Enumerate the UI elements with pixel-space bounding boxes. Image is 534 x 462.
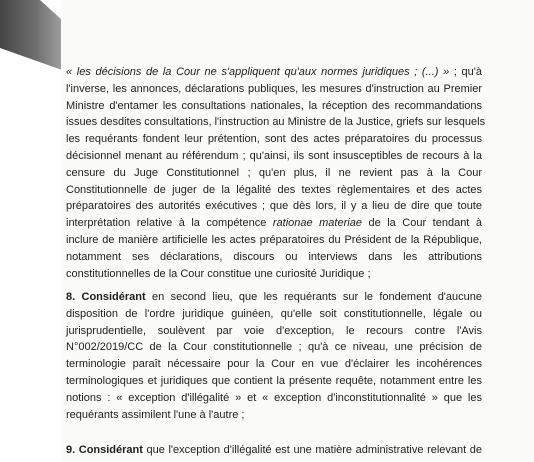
paragraph-number: 8. Considérant [66,291,146,303]
text-run: notamment ses déclarations, discours ou interviews dans les attributions [66,250,482,263]
text-run: de la Cour tendant à [361,217,482,230]
text-line [66,249,482,266]
text-line [66,182,482,199]
text-run: les requérants fondent leur prétention, sont des actes préparatoires du processus [66,133,482,146]
text-run: Constitutionnelle de juger de la légalité des textes règlementaires et des actes [66,183,482,196]
text-line [66,356,482,373]
text-run: ; qu'à [449,66,483,78]
text-run: terminologiques et juridiques que contient la présente requête, notamment entre les [66,374,482,387]
text-line [66,306,482,323]
text-line [66,266,482,283]
text-line [66,442,482,459]
text-run: que l'exception d'illégalité est une matière administrative relevant de [142,444,483,456]
text-run: constitutionnelles de la Cour constitue une curiosité Juridique ; [66,267,371,280]
paragraph-7-continuation [66,64,486,282]
text-line [66,390,482,407]
text-run: rationae materiae [272,217,362,230]
text-line [66,289,482,306]
text-run: l'inverse, les annonces, déclarations publiques, les mesures d'instruction au Premier [66,82,482,95]
text-run: issues desdites consultations, l'instruction au Ministre de la Justice, griefs sur lesquels [66,116,486,129]
text-line [66,373,482,390]
text-line [66,165,482,182]
text-run: inclure de manière artificielle les actes préparatoires du Président de la République, [66,233,482,246]
text-run: en second lieu, que les requérants sur le fondement d'aucune [145,291,482,303]
text-run: jurisprudentielle, soulèvent par voie d'exception, le recours contre l'Avis [66,324,482,337]
text-run: censure du Juge Constitutionnel ; qu'en plus, il ne revient pas à la Cour [66,166,482,179]
text-line [66,215,482,232]
text-line [66,64,482,81]
text-line [66,148,482,165]
text-run: disposition de l'ordre juridique guinéen, qu'elle soit constitutionnelle, légale ou [66,307,482,320]
paragraph-8 [66,289,482,423]
text-run: préparatoires des autorités exécutives ; que dès lors, il y a lieu de dire que toute [66,200,482,213]
text-line [66,114,486,131]
text-run: « les décisions de la Cour ne s'appliquent qu'aux normes juridiques ; (...) » [66,66,450,78]
paragraph-number: 9. Considérant [66,444,143,456]
text-run: terminologie paraît nécessaire pour la Cour en vue d'éclairer les incohérences [66,358,482,371]
text-run: décisionnel menant au référendum ; qu'ainsi, ils sont insusceptibles de recours à la [66,149,482,162]
text-line [66,232,482,249]
text-line [66,131,482,148]
text-run: Ministre d'entamer les consultations nationales, la réception des recommandations [66,99,482,112]
text-line [66,323,482,340]
text-line [66,339,482,356]
text-line [66,407,482,424]
text-run: requérants assimilent l'une à l'autre ; [66,408,245,421]
text-run: notions : « exception d'illégalité » et « exception d'inconstitutionnalité » que les [66,391,482,404]
paragraph-9 [66,442,482,459]
text-run: interprétation relative à la compétence [66,217,273,230]
text-line [66,81,482,98]
text-run: N°002/2019/CC de la Cour constitutionnelle ; qu'à ce niveau, une précision de [66,341,482,354]
text-line [66,198,482,215]
text-line [66,98,482,115]
